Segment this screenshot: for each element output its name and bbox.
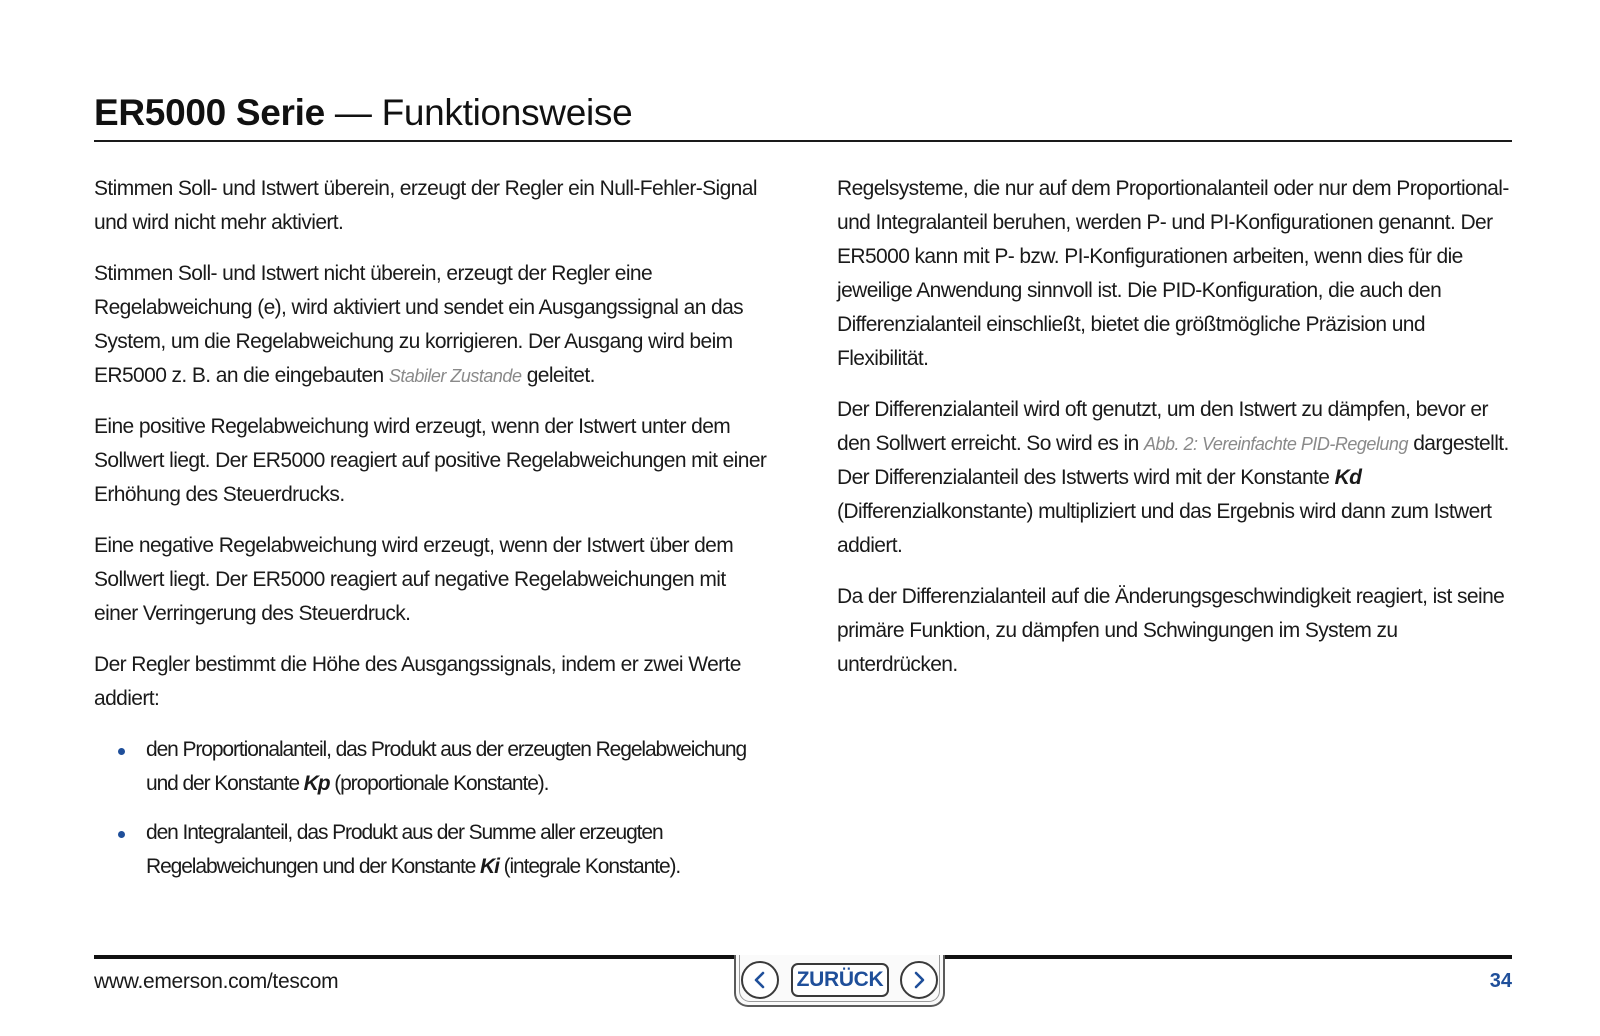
paragraph: Da der Differenzialanteil auf die Änderungsgeschwindigkeit reagiert, ist seine primäre Funktion, zu dämpfen und Schwingungen im System zu unterdrücken.	[837, 585, 1505, 676]
constant-term: Ki	[480, 855, 499, 878]
title-divider	[94, 140, 1512, 142]
chevron-left-icon	[751, 971, 769, 989]
paragraph	[94, 257, 772, 393]
chevron-right-icon	[910, 971, 928, 989]
list-item-text: den Integralanteil, das Produkt aus der Summe aller erzeugten Regelabweichungen und der Konstante	[146, 821, 663, 878]
paragraph-text: geleitet.	[521, 364, 595, 387]
left-column	[94, 172, 772, 899]
list-item-text: (integrale Konstante).	[498, 855, 681, 878]
paragraph-text: Der Differenzialanteil wird oft genutzt, um den Istwert zu dämpfen, bevor er den Sollwert erreicht. So wird es in	[837, 398, 1488, 455]
paragraph: Eine negative Regelabweichung wird erzeugt, wenn der Istwert über dem Sollwert liegt. Der ER5000 reagiert auf negative Regelabweichungen mit einer Verringerung des Steuerdruck.	[94, 534, 734, 625]
footer-url[interactable]: www.emerson.com/tescom	[94, 970, 339, 993]
list-item-text: (proportionale Konstante).	[329, 772, 549, 795]
list-item-text: den Proportionalanteil, das Produkt aus der erzeugten Regelabweichung und der Konstante	[146, 738, 747, 795]
constant-term: Kp	[303, 772, 330, 795]
previous-page-button[interactable]	[741, 961, 779, 999]
page-navigation	[734, 955, 945, 1007]
paragraph: Regelsysteme, die nur auf dem Proportionalanteil oder nur dem Proportional- und Integralanteil beruhen, werden P- und PI-Konfigurationen genannt. Der ER5000 kann mit P- bzw. PI-Konfigurationen arbeiten, wenn dies für die jeweilige Anwendung sinnvoll ist. Die PID-Konfiguration, die auch den Differenzialanteil einschließt, bietet die größtmögliche Präzision und Flexibilität.	[837, 177, 1509, 370]
stable-state-link[interactable]: Stabiler Zustande	[388, 366, 522, 386]
paragraph-text: dargestellt. Der Differenzialanteil des Istwerts wird mit der Konstante	[837, 432, 1509, 489]
page-title	[94, 92, 632, 134]
page-title-topic: — Funktionsweise	[324, 92, 633, 133]
page-number: 34	[1489, 970, 1512, 992]
paragraph-text: Stimmen Soll- und Istwert nicht überein, erzeugt der Regler eine Regelabweichung (e), wird aktiviert und sendet ein Ausgangssignal an das System, um die Regelabweichung zu korrigieren. Der Ausgang wird beim ER5000 z. B. an die eingebauten	[94, 262, 744, 387]
page-title-series: ER5000 Serie	[94, 92, 325, 133]
paragraph: Eine positive Regelabweichung wird erzeugt, wenn der Istwert unter dem Sollwert liegt. Der ER5000 reagiert auf positive Regelabweichungen mit einer Erhöhung des Steuerdrucks.	[94, 415, 767, 506]
list-item	[94, 733, 772, 801]
right-column	[837, 172, 1517, 699]
paragraph: Stimmen Soll- und Istwert überein, erzeugt der Regler ein Null-Fehler-Signal und wird nicht mehr aktiviert.	[94, 177, 757, 234]
next-page-button[interactable]	[900, 961, 938, 999]
constant-term: Kd	[1334, 466, 1362, 489]
paragraph	[837, 393, 1517, 563]
bullet-list	[94, 733, 772, 884]
paragraph: Der Regler bestimmt die Höhe des Ausgangssignals, indem er zwei Werte addiert:	[94, 653, 741, 710]
bullet-icon	[118, 831, 125, 838]
list-item	[94, 816, 772, 884]
paragraph-text: (Differenzialkonstante) multipliziert und das Ergebnis wird dann zum Istwert addiert.	[837, 500, 1492, 557]
bullet-icon	[118, 748, 125, 755]
back-button[interactable]: ZURÜCK	[791, 963, 889, 997]
figure-reference-link[interactable]: Abb. 2: Vereinfachte PID-Regelung	[1143, 434, 1408, 454]
